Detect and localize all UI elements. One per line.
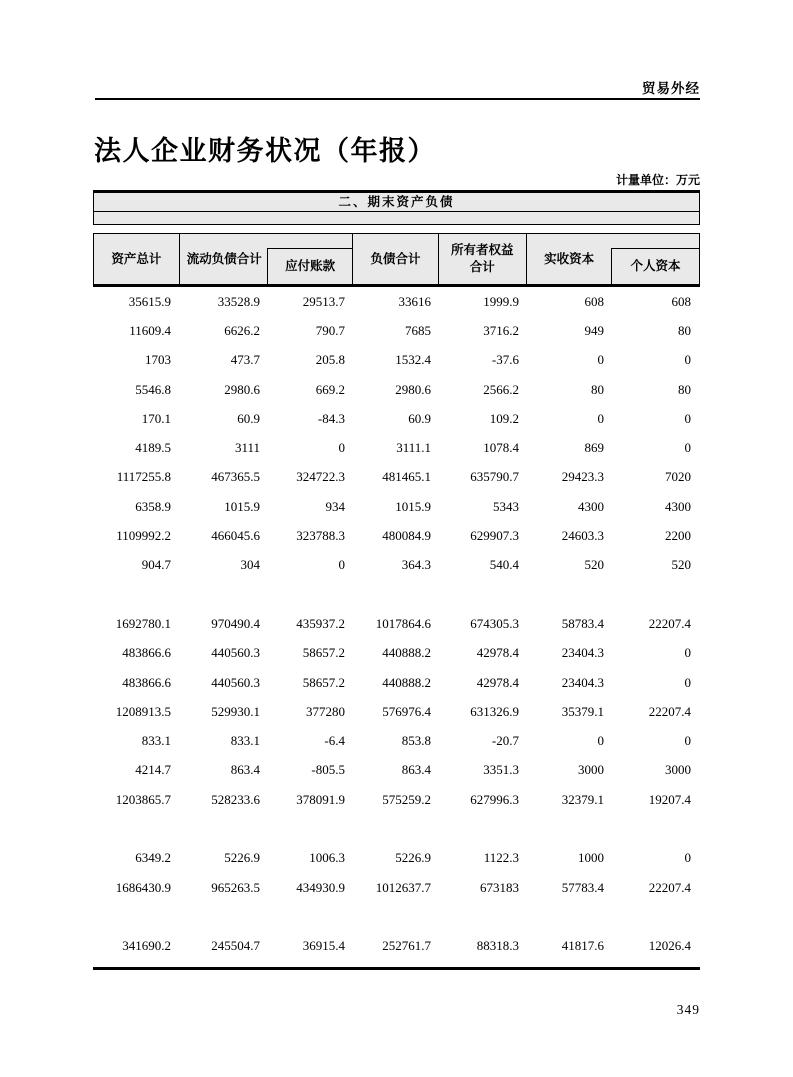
- table-cell: 480084.9: [382, 528, 431, 544]
- table-cell: 0: [338, 440, 345, 456]
- table-cell: 19207.4: [648, 791, 691, 807]
- table-row: [93, 639, 700, 668]
- table-cell: 4189.5: [135, 440, 171, 456]
- table-cell: 7020: [665, 469, 691, 485]
- table-row: [93, 492, 700, 521]
- table-cell: 35615.9: [128, 293, 171, 309]
- table-cell: 473.7: [230, 352, 260, 368]
- table-cell: 466045.6: [211, 528, 260, 544]
- table-cell: 0: [597, 733, 604, 749]
- column-header-assets-total: 资产总计: [94, 234, 180, 284]
- column-header-current-liabilities-total: 流动负债合计: [186, 251, 262, 266]
- table-cell: 60.9: [408, 410, 431, 426]
- measurement-unit-note: 计量单位：万元: [615, 173, 700, 187]
- table-cell: 5226.9: [395, 850, 431, 866]
- table-row: [93, 726, 700, 755]
- table-cell: 5226.9: [224, 850, 260, 866]
- table-cell: 2980.6: [395, 381, 431, 397]
- table-cell: -84.3: [317, 410, 345, 426]
- table-cell: 2566.2: [483, 381, 519, 397]
- table-row: [93, 521, 700, 550]
- table-cell: -20.7: [491, 733, 519, 749]
- table-cell: 833.1: [141, 733, 171, 749]
- table-cell: 58657.2: [302, 674, 345, 690]
- column-header-liabilities-total: 负债合计: [353, 234, 439, 284]
- table-cell: 23404.3: [561, 645, 604, 661]
- table-row-blank: [93, 814, 700, 843]
- column-header-current-liabilities-group: [180, 234, 353, 284]
- table-cell: 440560.3: [211, 645, 260, 661]
- table-cell: 1122.3: [483, 850, 519, 866]
- table-cell: 6626.2: [224, 322, 260, 338]
- table-band-gap: [93, 225, 700, 233]
- table-cell: 4214.7: [135, 762, 171, 778]
- running-head: 贸易外经: [642, 81, 700, 96]
- page-title: 法人企业财务状况（年报）: [94, 136, 436, 166]
- table-cell: 2980.6: [224, 381, 260, 397]
- table-cell: 467365.5: [211, 469, 260, 485]
- owners-equity-line2: 合计: [469, 260, 495, 274]
- table-cell: 853.8: [401, 733, 431, 749]
- column-header-paid-in-capital-group: [527, 234, 699, 284]
- table-cell: 11609.4: [129, 322, 171, 338]
- table-cell: 435937.2: [296, 615, 345, 631]
- table-cell: 88318.3: [476, 938, 519, 954]
- table-row: [93, 375, 700, 404]
- table-cell: -805.5: [311, 762, 345, 778]
- table-cell: 341690.2: [122, 938, 171, 954]
- table-cell: 12026.4: [648, 938, 691, 954]
- table-cell: 934: [325, 498, 345, 514]
- column-header-accounts-payable: 应付账款: [267, 248, 352, 284]
- table-cell: 23404.3: [561, 674, 604, 690]
- table-cell: 1078.4: [483, 440, 519, 456]
- table-cell: 1692780.1: [115, 615, 171, 631]
- table-row: [93, 287, 700, 316]
- table-cell: 635790.7: [470, 469, 519, 485]
- table-cell: 904.7: [141, 557, 171, 573]
- table-cell: 4300: [665, 498, 691, 514]
- table-cell: 32379.1: [561, 791, 604, 807]
- table-cell: 1017864.6: [375, 615, 431, 631]
- table-cell: 1703: [145, 352, 171, 368]
- table-cell: 1117255.8: [116, 469, 171, 485]
- table-row-blank: [93, 902, 700, 931]
- table-row: [93, 433, 700, 462]
- table-cell: 6358.9: [135, 498, 171, 514]
- table-row: [93, 873, 700, 902]
- table-cell: 520: [671, 557, 691, 573]
- table-cell: 0: [684, 850, 691, 866]
- table-cell: 627996.3: [470, 791, 519, 807]
- table-cell: 3111: [234, 440, 260, 456]
- table-body: [93, 287, 700, 970]
- table-cell: 5546.8: [135, 381, 171, 397]
- page-number: 349: [676, 1002, 700, 1017]
- table-cell: 3111.1: [396, 440, 431, 456]
- table-cell: 631326.9: [470, 703, 519, 719]
- table-cell: 608: [584, 293, 604, 309]
- table-cell: 1203865.7: [115, 791, 171, 807]
- table-cell: 29423.3: [561, 469, 604, 485]
- table-cell: 364.3: [401, 557, 431, 573]
- table-cell: 0: [684, 440, 691, 456]
- table-cell: 790.7: [315, 322, 345, 338]
- table-cell: 483866.6: [122, 674, 171, 690]
- table-cell: 434930.9: [296, 879, 345, 895]
- table-cell: 36915.4: [302, 938, 345, 954]
- table-cell: 22207.4: [648, 615, 691, 631]
- table-cell: 575259.2: [382, 791, 431, 807]
- table-row: [93, 668, 700, 697]
- table-section-title: 二、期末资产负债: [93, 190, 700, 212]
- table-cell: 0: [597, 410, 604, 426]
- table-row: [93, 404, 700, 433]
- table-cell: 6349.2: [135, 850, 171, 866]
- table-cell: 528233.6: [211, 791, 260, 807]
- table-cell: 1012637.7: [375, 879, 431, 895]
- table-cell: 674305.3: [470, 615, 519, 631]
- table-empty-band: [93, 212, 700, 225]
- table-cell: 1015.9: [395, 498, 431, 514]
- table-row: [93, 609, 700, 638]
- table-row: [93, 844, 700, 873]
- table-cell: 629907.3: [470, 528, 519, 544]
- table-cell: -37.6: [491, 352, 519, 368]
- column-header-paid-in-capital: 实收资本: [544, 251, 595, 266]
- table-cell: 863.4: [230, 762, 260, 778]
- table-row: [93, 756, 700, 785]
- table-cell: 29513.7: [302, 293, 345, 309]
- table-cell: 58657.2: [302, 645, 345, 661]
- table-row: [93, 316, 700, 345]
- table-cell: 80: [591, 381, 604, 397]
- table-cell: 80: [678, 381, 691, 397]
- table-cell: 3716.2: [483, 322, 519, 338]
- table-row: [93, 463, 700, 492]
- table-cell: 42978.4: [476, 645, 519, 661]
- table-cell: 833.1: [230, 733, 260, 749]
- table-cell: 3000: [578, 762, 604, 778]
- table-cell: 576976.4: [382, 703, 431, 719]
- table-cell: 949: [584, 322, 604, 338]
- table-cell: 22207.4: [648, 703, 691, 719]
- table-cell: 970490.4: [211, 615, 260, 631]
- table-cell: 205.8: [315, 352, 345, 368]
- table-row: [93, 551, 700, 580]
- table-cell: 57783.4: [561, 879, 604, 895]
- table-cell: 5343: [493, 498, 519, 514]
- table-cell: -6.4: [324, 733, 345, 749]
- table-cell: 42978.4: [476, 674, 519, 690]
- table-row: [93, 346, 700, 375]
- table-cell: 2200: [665, 528, 691, 544]
- table-cell: 481465.1: [382, 469, 431, 485]
- table-cell: 0: [684, 645, 691, 661]
- table-cell: 1015.9: [224, 498, 260, 514]
- table-cell: 3351.3: [483, 762, 519, 778]
- table-cell: 440560.3: [211, 674, 260, 690]
- column-header-personal-capital: 个人资本: [611, 248, 699, 284]
- table-cell: 324722.3: [296, 469, 345, 485]
- table-cell: 0: [597, 352, 604, 368]
- column-header-owners-equity-total: [439, 234, 527, 284]
- table-cell: 170.1: [141, 410, 171, 426]
- table-cell: 33616: [398, 293, 431, 309]
- table-cell: 3000: [665, 762, 691, 778]
- table-cell: 440888.2: [382, 645, 431, 661]
- table-cell: 0: [338, 557, 345, 573]
- financial-table: [93, 190, 700, 970]
- table-cell: 540.4: [489, 557, 519, 573]
- table-cell: 520: [584, 557, 604, 573]
- table-cell: 80: [678, 322, 691, 338]
- table-cell: 440888.2: [382, 674, 431, 690]
- table-row: [93, 932, 700, 961]
- table-row: [93, 697, 700, 726]
- table-cell: 669.2: [315, 381, 345, 397]
- table-cell: 1532.4: [395, 352, 431, 368]
- table-cell: 378091.9: [296, 791, 345, 807]
- table-cell: 869: [584, 440, 604, 456]
- table-cell: 22207.4: [648, 879, 691, 895]
- table-cell: 1109992.2: [116, 528, 171, 544]
- table-cell: 1208913.5: [115, 703, 171, 719]
- table-cell: 0: [684, 733, 691, 749]
- table-cell: 965263.5: [211, 879, 260, 895]
- table-cell: 304: [240, 557, 260, 573]
- table-cell: 4300: [578, 498, 604, 514]
- table-cell: 0: [684, 674, 691, 690]
- table-cell: 7685: [405, 322, 431, 338]
- table-row: [93, 785, 700, 814]
- table-cell: 33528.9: [217, 293, 260, 309]
- table-cell: 24603.3: [561, 528, 604, 544]
- table-header-row: [93, 233, 700, 287]
- table-cell: 1006.3: [309, 850, 345, 866]
- table-cell: 608: [671, 293, 691, 309]
- table-cell: 1999.9: [483, 293, 519, 309]
- table-cell: 0: [684, 410, 691, 426]
- table-cell: 60.9: [237, 410, 260, 426]
- table-cell: 0: [684, 352, 691, 368]
- owners-equity-line1: 所有者权益: [450, 243, 514, 258]
- table-cell: 35379.1: [561, 703, 604, 719]
- table-cell: 673183: [480, 879, 519, 895]
- table-cell: 863.4: [401, 762, 431, 778]
- table-cell: 41817.6: [561, 938, 604, 954]
- table-cell: 529930.1: [211, 703, 260, 719]
- table-cell: 252761.7: [382, 938, 431, 954]
- table-cell: 1000: [578, 850, 604, 866]
- table-cell: 377280: [306, 703, 345, 719]
- table-cell: 109.2: [489, 410, 519, 426]
- header-rule-divider: [95, 98, 700, 100]
- table-cell: 323788.3: [296, 528, 345, 544]
- table-cell: 58783.4: [561, 615, 604, 631]
- table-cell: 483866.6: [122, 645, 171, 661]
- table-cell: 245504.7: [211, 938, 260, 954]
- table-row-blank: [93, 580, 700, 609]
- table-cell: 1686430.9: [115, 879, 171, 895]
